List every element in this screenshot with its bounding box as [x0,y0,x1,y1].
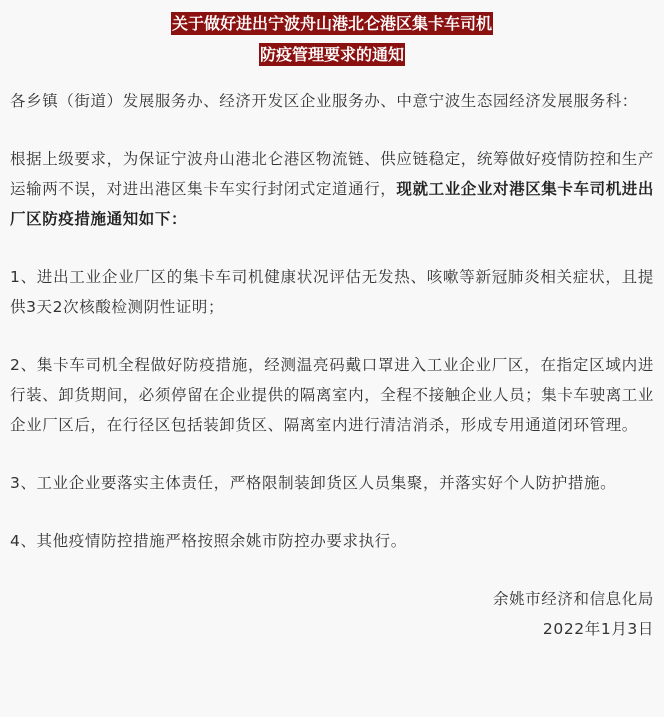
signature-date: 2022年1月3日 [542,620,654,638]
title-line-1: 关于做好进出宁波舟山港北仑港区集卡车司机 [171,14,492,33]
intro-text: 根据上级要求，为保证宁波舟山港北仑港区物流链、供应链稳定，统筹做好疫情防控和生产运输两不误，对进出港区集卡车实行封闭式定道通行， [10,150,655,198]
item-1: 1、进出工业企业厂区的集卡车司机健康状况评估无发热、咳嗽等新冠肺炎相关症状，且提供3天2次核酸检测阴性证明； [10,268,654,316]
recipients: 各乡镇（街道）发展服务办、经济开发区企业服务办、中意宁波生态园经济发展服务科： [10,92,638,110]
title-line-2: 防疫管理要求的通知 [259,45,404,64]
signature-org: 余姚市经济和信息化局 [492,590,654,608]
item-2: 2、集卡车司机全程做好防疫措施，经测温亮码戴口罩进入工业企业厂区，在指定区域内进行装、卸货期间，必须停留在企业提供的隔离室内，全程不接触企业人员；集卡车驶离工业企业厂区后，在行径区包括装卸货区、隔离室内进行清洁消杀，形成专用通道闭环管理。 [10,356,655,434]
notice-title [10,8,654,70]
item-3: 3、工业企业要落实主体责任，严格限制装卸货区人员集聚，并落实好个人防护措施。 [10,474,617,492]
intro-paragraph [10,144,654,234]
item-4: 4、其他疫情防控措施严格按照余姚市防控办要求执行。 [10,532,407,550]
intro-bold: 现就工业企业对港区集卡车司机进出厂区防疫措施通知如下： [10,180,655,228]
